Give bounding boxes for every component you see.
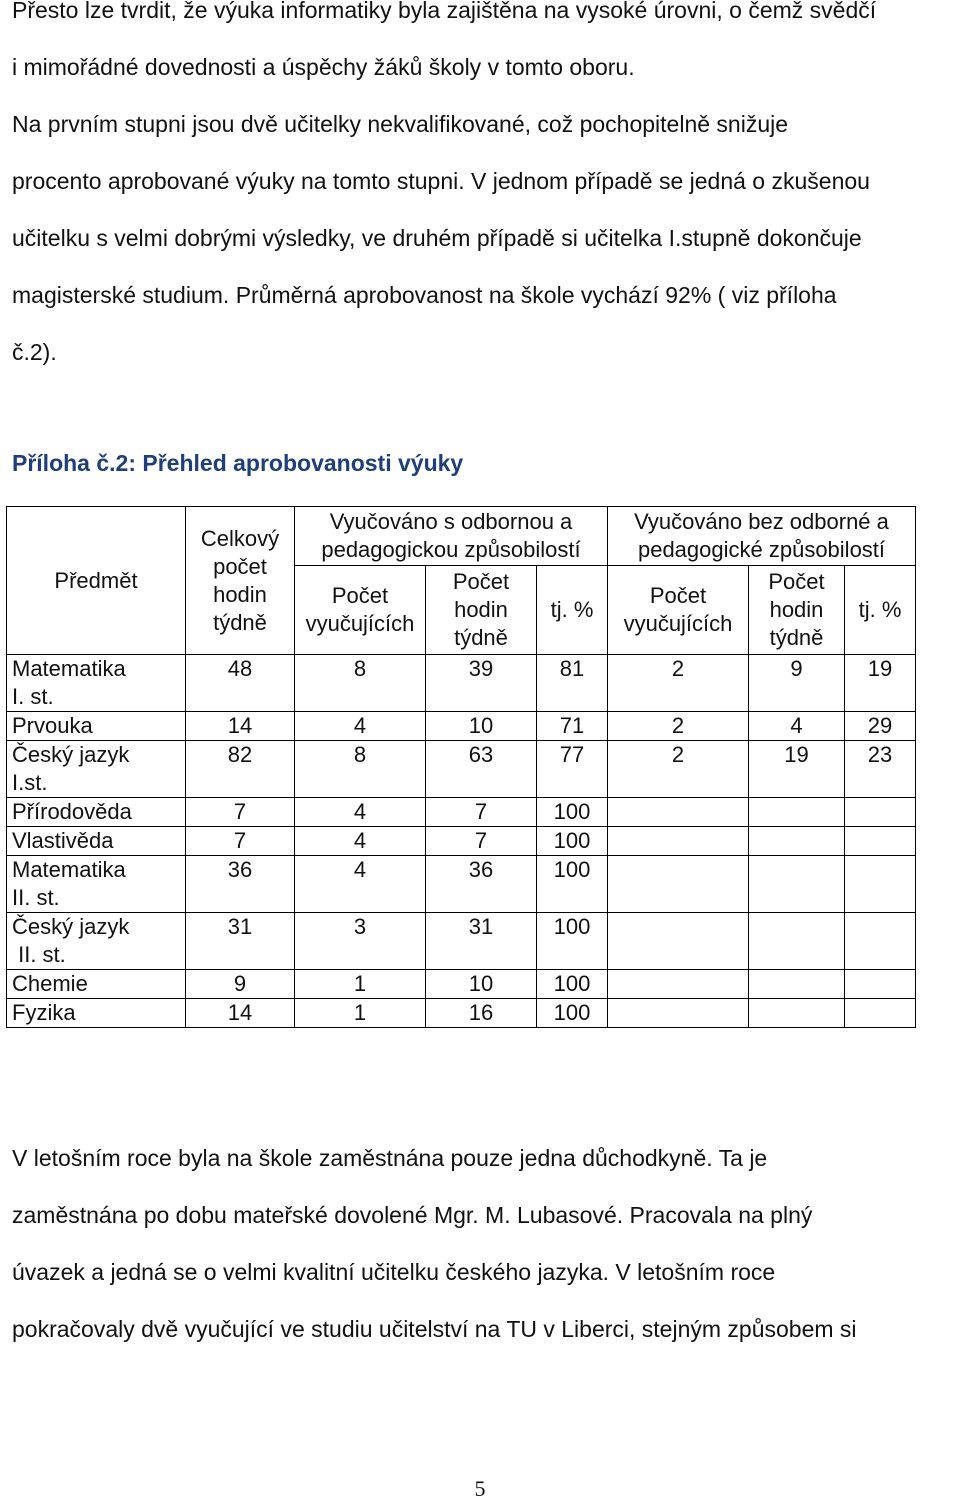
header-teachers: Počet vyučujících (608, 566, 749, 655)
cell-q-hours: 10 (426, 712, 537, 741)
cell-q-pct: 100 (537, 798, 608, 827)
header-group-unqualified: Vyučováno bez odborné a pedagogické způsobilostí (608, 507, 916, 566)
cell-q-teachers: 8 (295, 741, 426, 798)
cell-u-hours: 9 (749, 655, 845, 712)
cell-total: 7 (186, 827, 295, 856)
text-line: úvazek a jedná se o velmi kvalitní učitelku českého jazyka. V letošním roce (12, 1259, 776, 1285)
table-body (7, 655, 916, 1028)
text-line: i mimořádné dovednosti a úspěchy žáků školy v tomto oboru. (12, 54, 635, 80)
header-pct: tj. % (537, 566, 608, 655)
cell-u-teachers (608, 856, 749, 913)
header-hours: Počet hodin týdně (749, 566, 845, 655)
header-total-hours: Celkový počet hodin týdně (186, 507, 295, 655)
text-line: magisterské studium. Průměrná aprobovanost na škole vychází 92% ( viz příloha (12, 282, 837, 308)
cell-u-pct (845, 913, 916, 970)
cell-u-teachers (608, 999, 749, 1028)
cell-q-teachers: 4 (295, 798, 426, 827)
text-line: Přesto lze tvrdit, že výuka informatiky byla zajištěna na vysoké úrovni, o čemž svědčí (12, 0, 877, 23)
appendix-heading: Příloha č.2: Přehled aprobovanosti výuky (12, 450, 464, 476)
cell-u-pct (845, 798, 916, 827)
cell-q-hours: 39 (426, 655, 537, 712)
cell-u-teachers (608, 970, 749, 999)
cell-u-pct: 23 (845, 741, 916, 798)
text-line: Na prvním stupni jsou dvě učitelky nekvalifikované, což pochopitelně snižuje (12, 111, 789, 137)
table-row (7, 712, 916, 741)
text-line: procento aprobované výuky na tomto stupni. V jednom případě se jedná o zkušenou (12, 168, 870, 194)
table-row (7, 798, 916, 827)
table-row (7, 655, 916, 712)
cell-u-teachers (608, 913, 749, 970)
cell-u-hours (749, 856, 845, 913)
header-subject: Předmět (7, 507, 186, 655)
header-teachers: Počet vyučujících (295, 566, 426, 655)
cell-q-hours: 7 (426, 798, 537, 827)
cell-subject: Matematika I. st. (7, 655, 186, 712)
cell-q-hours: 36 (426, 856, 537, 913)
cell-u-hours (749, 999, 845, 1028)
table-row (7, 741, 916, 798)
header-pct: tj. % (845, 566, 916, 655)
cell-u-teachers (608, 798, 749, 827)
table-row (7, 970, 916, 999)
cell-q-teachers: 3 (295, 913, 426, 970)
cell-u-teachers: 2 (608, 655, 749, 712)
header-hours: Počet hodin týdně (426, 566, 537, 655)
page-number: 5 (474, 1476, 486, 1501)
cell-q-teachers: 8 (295, 655, 426, 712)
cell-u-pct: 19 (845, 655, 916, 712)
cell-q-pct: 100 (537, 856, 608, 913)
cell-u-pct (845, 856, 916, 913)
cell-subject: Prvouka (7, 712, 186, 741)
cell-total: 14 (186, 712, 295, 741)
cell-u-hours (749, 913, 845, 970)
cell-u-hours: 4 (749, 712, 845, 741)
cell-u-teachers: 2 (608, 741, 749, 798)
cell-q-teachers: 4 (295, 827, 426, 856)
cell-subject: Matematika II. st. (7, 856, 186, 913)
text-line: pokračovaly dvě vyučující ve studiu učitelství na TU v Liberci, stejným způsobem si (12, 1316, 857, 1342)
cell-subject: Přírodověda (7, 798, 186, 827)
table-row (7, 999, 916, 1028)
cell-q-teachers: 1 (295, 999, 426, 1028)
cell-u-hours (749, 798, 845, 827)
cell-q-pct: 100 (537, 913, 608, 970)
cell-u-pct: 29 (845, 712, 916, 741)
table-row (7, 856, 916, 913)
cell-u-pct (845, 827, 916, 856)
text-line: č.2). (12, 339, 57, 365)
cell-q-hours: 10 (426, 970, 537, 999)
cell-subject: Český jazyk II. st. (7, 913, 186, 970)
cell-q-pct: 100 (537, 970, 608, 999)
cell-total: 7 (186, 798, 295, 827)
cell-subject: Vlastivěda (7, 827, 186, 856)
intro-paragraph (12, 0, 952, 394)
text-line: V letošním roce byla na škole zaměstnána pouze jedna důchodkyně. Ta je (12, 1145, 768, 1171)
text-line: učitelku s velmi dobrými výsledky, ve druhém případě si učitelka I.stupně dokončuje (12, 225, 862, 251)
cell-u-teachers (608, 827, 749, 856)
cell-subject: Český jazyk I.st. (7, 741, 186, 798)
cell-q-pct: 100 (537, 827, 608, 856)
cell-u-hours: 19 (749, 741, 845, 798)
cell-q-teachers: 4 (295, 856, 426, 913)
cell-total: 48 (186, 655, 295, 712)
cell-subject: Fyzika (7, 999, 186, 1028)
cell-q-pct: 77 (537, 741, 608, 798)
closing-paragraph (12, 1143, 952, 1371)
cell-q-hours: 16 (426, 999, 537, 1028)
cell-u-pct (845, 999, 916, 1028)
table-row (7, 827, 916, 856)
text-line: zaměstnána po dobu mateřské dovolené Mgr. M. Lubasové. Pracovala na plný (12, 1202, 813, 1228)
cell-u-pct (845, 970, 916, 999)
table-row (7, 913, 916, 970)
qualification-table (6, 506, 916, 1028)
cell-q-pct: 100 (537, 999, 608, 1028)
cell-total: 36 (186, 856, 295, 913)
cell-u-hours (749, 827, 845, 856)
cell-u-hours (749, 970, 845, 999)
cell-total: 82 (186, 741, 295, 798)
cell-q-pct: 81 (537, 655, 608, 712)
cell-total: 31 (186, 913, 295, 970)
cell-u-teachers: 2 (608, 712, 749, 741)
cell-total: 14 (186, 999, 295, 1028)
cell-q-teachers: 1 (295, 970, 426, 999)
cell-total: 9 (186, 970, 295, 999)
cell-q-hours: 63 (426, 741, 537, 798)
cell-q-hours: 7 (426, 827, 537, 856)
header-group-qualified: Vyučováno s odbornou a pedagogickou způsobilostí (295, 507, 608, 566)
cell-subject: Chemie (7, 970, 186, 999)
cell-q-teachers: 4 (295, 712, 426, 741)
cell-q-hours: 31 (426, 913, 537, 970)
cell-q-pct: 71 (537, 712, 608, 741)
